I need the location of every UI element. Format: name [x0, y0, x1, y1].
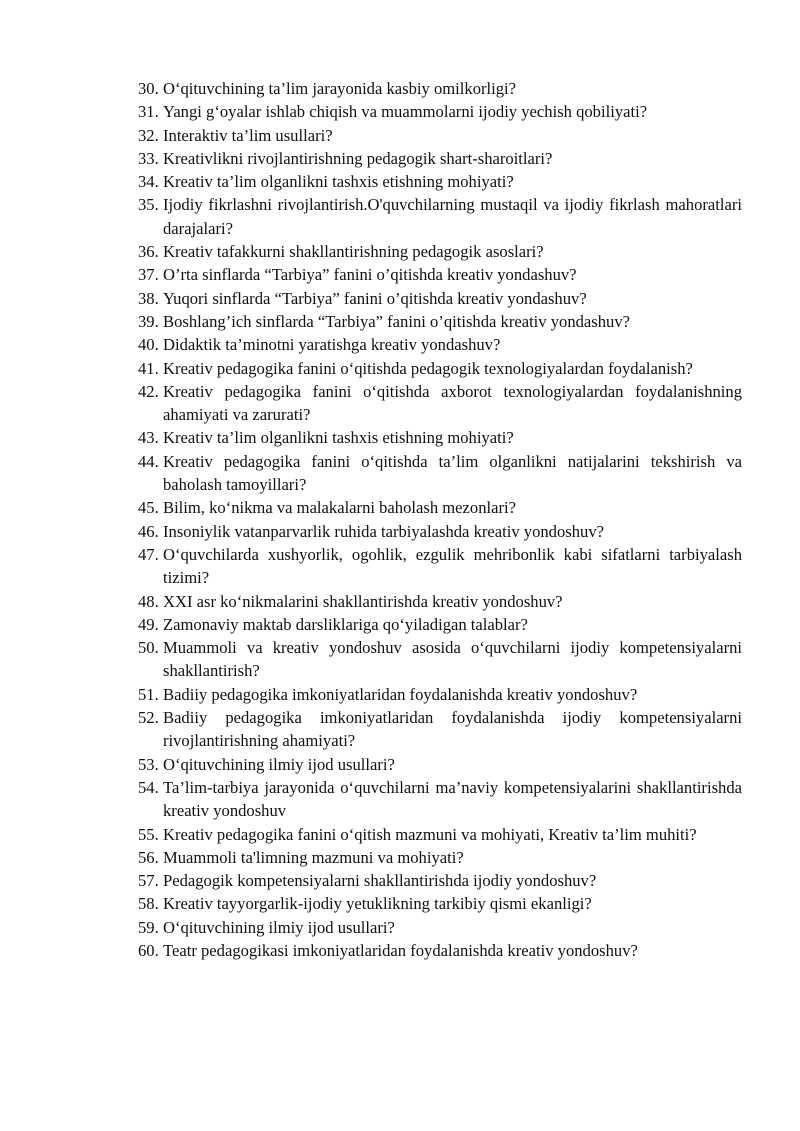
question-text: Badiiy pedagogika imkoniyatlaridan foydalanishda kreativ yondoshuv? [163, 684, 638, 704]
question-number: 51. [138, 684, 159, 704]
question-number: 44. [138, 451, 159, 471]
question-item [138, 916, 742, 939]
question-number: 59. [138, 917, 159, 937]
question-text: Muammoli va kreativ yondoshuv asosida o‘quvchilarni ijodiy kompetensiyalarni shakllantirish? [163, 638, 742, 681]
question-number: 52. [138, 708, 159, 728]
question-number: 60. [138, 940, 159, 960]
question-text: Yangi g‘oyalar ishlab chiqish va muammolarni ijodiy yechish qobiliyati? [163, 102, 648, 122]
question-number: 41. [138, 358, 159, 378]
question-text: Kreativ pedagogika fanini o‘qitishda pedagogik texnologiyalardan foydalanish? [163, 358, 693, 378]
question-text: Muammoli ta'limning mazmuni va mohiyati? [163, 847, 464, 867]
question-text: Ta’lim-tarbiya jarayonida o‘quvchilarni ma’naviy kompetensiyalarini shakllantirishda kreativ yondoshuv [163, 777, 742, 821]
question-item [138, 450, 742, 497]
question-text: Kreativ ta’lim olganlikni tashxis etishning mohiyati? [163, 172, 514, 192]
question-item [138, 496, 742, 519]
question-text: Kreativ ta’lim olganlikni tashxis etishning mohiyati? [163, 428, 514, 448]
question-text: O‘qituvchining ta’lim jarayonida kasbiy omilkorligi? [163, 79, 517, 98]
question-number: 38. [138, 288, 159, 308]
question-number: 39. [138, 311, 159, 331]
question-number: 48. [138, 591, 159, 611]
question-item [138, 846, 742, 869]
question-item [138, 543, 742, 590]
question-number: 58. [138, 894, 159, 914]
question-item [138, 869, 742, 892]
question-number: 53. [138, 754, 159, 774]
question-number: 32. [138, 125, 159, 145]
question-text: Kreativlikni rivojlantirishning pedagogik shart-sharoitlari? [163, 148, 553, 168]
question-number: 55. [138, 824, 159, 844]
question-item [138, 426, 742, 449]
question-text: O‘quvchilarda xushyorlik, ogohlik, ezgulik mehribonlik kabi sifatlarni tarbiyalash tizimi? [163, 544, 742, 588]
question-number: 47. [138, 544, 159, 564]
question-number: 49. [138, 614, 159, 634]
question-number: 31. [138, 102, 159, 122]
question-number: 46. [138, 521, 159, 541]
question-text: Yuqori sinflarda “Tarbiya” fanini o’qitishda kreativ yondashuv? [163, 288, 587, 308]
question-number: 36. [138, 242, 159, 262]
question-text: Teatr pedagogikasi imkoniyatlaridan foydalanishda kreativ yondoshuv? [163, 940, 638, 960]
question-item [138, 776, 742, 823]
question-number: 34. [138, 172, 159, 192]
question-item [138, 77, 742, 100]
question-text: Zamonaviy maktab darsliklariga qo‘yiladigan talablar? [163, 614, 528, 634]
question-number: 43. [138, 428, 159, 448]
question-text: Boshlang’ich sinflarda “Tarbiya” fanini o’qitishda kreativ yondashuv? [163, 311, 631, 331]
question-item [138, 124, 742, 147]
question-item [138, 636, 742, 683]
question-text: Kreativ tayyorgarlik-ijodiy yetuklikning tarkibiy qismi ekanligi? [163, 894, 592, 914]
question-text: Badiiy pedagogika imkoniyatlaridan foydalanishda ijodiy kompetensiyalarni rivojlantirishning ahamiyati? [163, 708, 742, 751]
question-text: Kreativ tafakkurni shakllantirishning pedagogik asoslari? [163, 242, 544, 262]
question-item [138, 240, 742, 263]
question-text: Insoniylik vatanparvarlik ruhida tarbiyalashda kreativ yondoshuv? [163, 521, 604, 541]
question-number: 33. [138, 148, 159, 168]
question-item [138, 333, 742, 356]
question-item [138, 520, 742, 543]
question-item [138, 310, 742, 333]
question-item [138, 380, 742, 427]
question-text: Bilim, ko‘nikma va malakalarni baholash mezonlari? [163, 498, 516, 518]
question-item [138, 683, 742, 706]
question-text: Kreativ pedagogika fanini o‘qitishda axborot texnologiyalardan foydalanishning ahamiyati va zarurati? [163, 381, 742, 425]
question-text: O‘qituvchining ilmiy ijod usullari? [163, 754, 395, 774]
question-item [138, 590, 742, 613]
question-item [138, 357, 742, 380]
question-list [138, 77, 742, 962]
question-item [138, 287, 742, 310]
question-text: Didaktik ta’minotni yaratishga kreativ yondashuv? [163, 335, 501, 355]
question-item [138, 613, 742, 636]
question-text: Ijodiy fikrlashni rivojlantirish.O'quvchilarning mustaqil va ijodiy fikrlash mahoratlari darajalari? [163, 195, 742, 238]
question-number: 56. [138, 847, 159, 867]
question-number: 45. [138, 498, 159, 518]
question-item [138, 147, 742, 170]
question-text: XXI asr ko‘nikmalarini shakllantirishda kreativ yondoshuv? [163, 591, 563, 611]
question-item [138, 193, 742, 240]
question-item [138, 170, 742, 193]
question-number: 37. [138, 265, 159, 285]
question-number: 50. [138, 638, 159, 658]
question-text: Kreativ pedagogika fanini o‘qitishda ta’lim olganlikni natijalarini tekshirish va baholash tamoyillari? [163, 451, 742, 495]
question-number: 57. [138, 871, 159, 891]
question-item [138, 753, 742, 776]
question-number: 35. [138, 195, 159, 215]
question-item [138, 892, 742, 915]
question-text: Pedagogik kompetensiyalarni shakllantirishda ijodiy yondoshuv? [163, 871, 597, 891]
question-number: 30. [138, 79, 159, 98]
question-number: 40. [138, 335, 159, 355]
question-item [138, 263, 742, 286]
question-number: 54. [138, 777, 159, 797]
question-text: O’rta sinflarda “Tarbiya” fanini o’qitishda kreativ yondashuv? [163, 265, 577, 285]
question-text: O‘qituvchining ilmiy ijod usullari? [163, 917, 395, 937]
question-text: Kreativ pedagogika fanini o‘qitish mazmuni va mohiyati, Kreativ ta’lim muhiti? [163, 824, 697, 844]
question-item [138, 823, 742, 846]
question-text: Interaktiv ta’lim usullari? [163, 125, 333, 145]
question-item [138, 100, 742, 123]
question-item [138, 706, 742, 753]
question-number: 42. [138, 381, 159, 401]
question-item [138, 939, 742, 962]
